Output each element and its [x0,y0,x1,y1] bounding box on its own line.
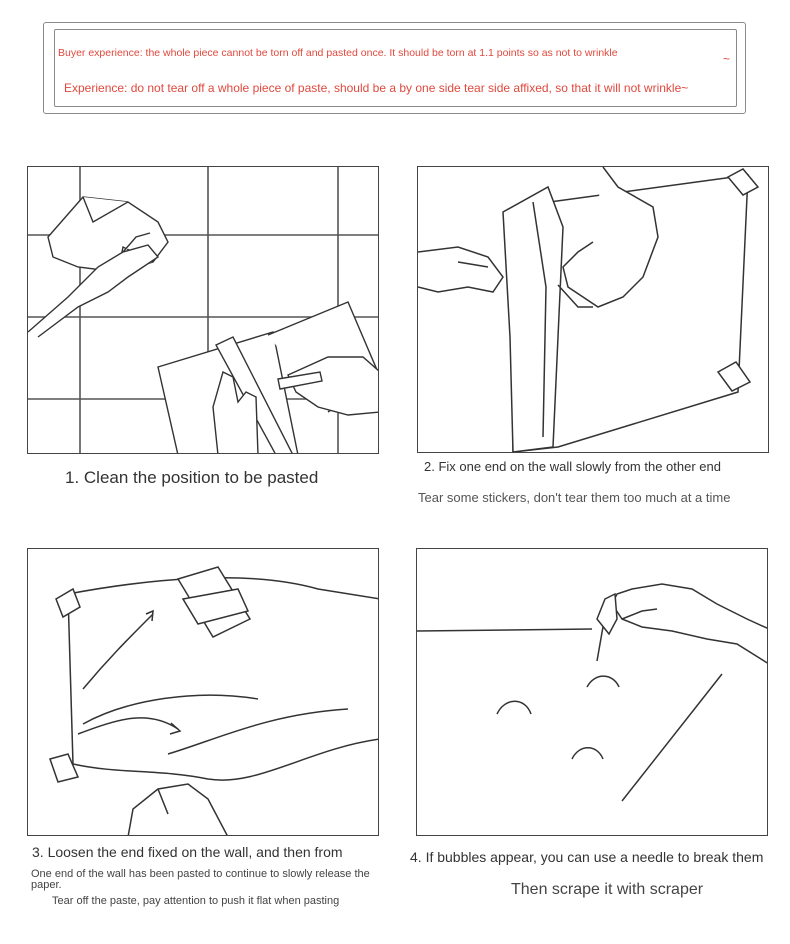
step-2-caption: 2. Fix one end on the wall slowly from the other end [424,459,721,474]
step-1-drawing [28,167,379,454]
step-3-note: One end of the wall has been pasted to continue to slowly release the paper. [31,868,370,891]
step-1-illustration [27,166,379,454]
step-3-note-2: Tear off the paste, pay attention to push it flat when pasting [52,895,340,907]
banner-line-1: Buyer experience: the whole piece cannot be torn off and pasted once. It should be torn at 1.1 points so as not to wrinkle [58,47,618,59]
step-2-note: Tear some stickers, don't tear them too much at a time [418,490,731,505]
step-3-drawing [28,549,379,836]
step-3-caption: 3. Loosen the end fixed on the wall, and then from [32,844,343,860]
banner-mark: ~ [723,52,731,66]
step-3-illustration [27,548,379,836]
step-4-note: Then scrape it with scraper [511,881,704,898]
step-1-caption: 1. Clean the position to be pasted [65,468,319,487]
step-2-illustration [417,166,769,453]
step-4-illustration [416,548,768,836]
step-2-drawing [418,167,769,453]
step-4-drawing [417,549,768,836]
step-4-caption: 4. If bubbles appear, you can use a needle to break them [410,849,764,865]
banner-line-2: Experience: do not tear off a whole piece of paste, should be a by one side tear side affixed, so that it will not wrinkle~ [64,81,689,95]
banner-frame-inner [54,29,737,107]
